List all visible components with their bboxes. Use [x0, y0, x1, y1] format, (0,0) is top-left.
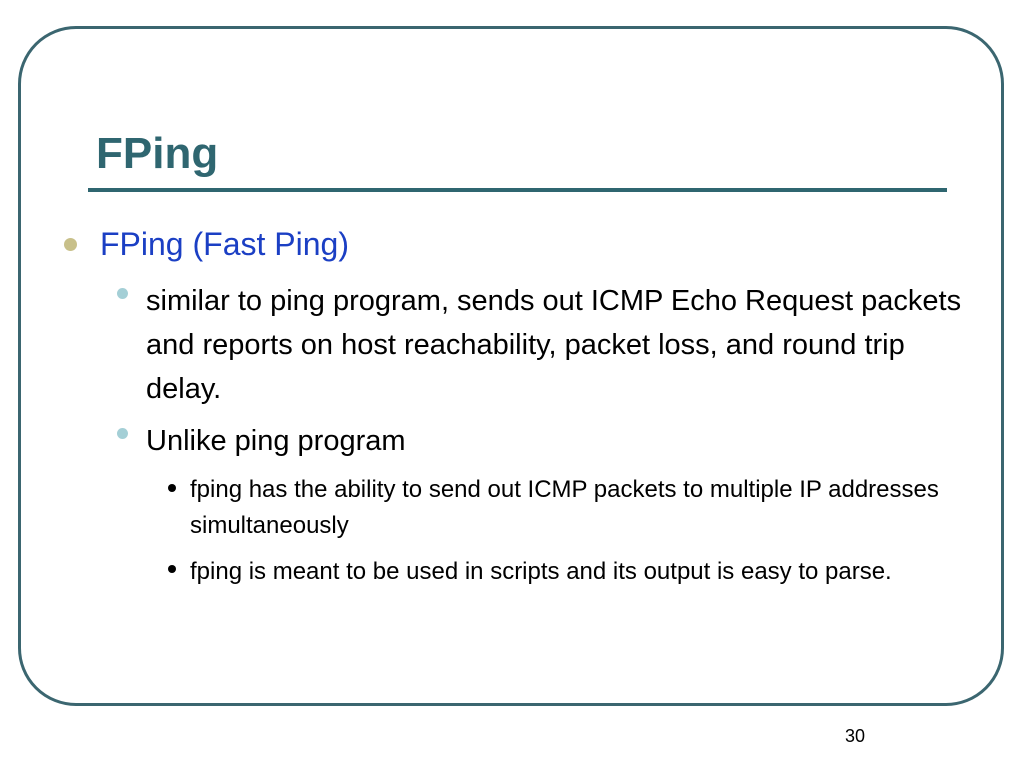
bullet-dot-level2	[117, 288, 128, 299]
bullet-dot-level3	[168, 484, 176, 492]
bullet-dot-level1	[64, 238, 77, 251]
bullet-level3-multiple: fping has the ability to send out ICMP packets to multiple IP addresses simultaneously	[190, 476, 939, 539]
page-number: 30	[845, 726, 866, 746]
bullet-level3-scripts: fping is meant to be used in scripts and its output is easy to parse.	[190, 558, 892, 585]
bullet-dot-level3	[168, 565, 176, 573]
bullet-level1-fping: FPing (Fast Ping)	[100, 226, 349, 262]
bullet-level2-similar: similar to ping program, sends out ICMP Echo Request packets and reports on host reachability, packet loss, and round trip delay.	[146, 285, 962, 405]
slide-title: FPing	[96, 129, 219, 178]
bullet-dot-level2	[117, 428, 128, 439]
bullet-level2-unlike: Unlike ping program	[146, 425, 406, 457]
